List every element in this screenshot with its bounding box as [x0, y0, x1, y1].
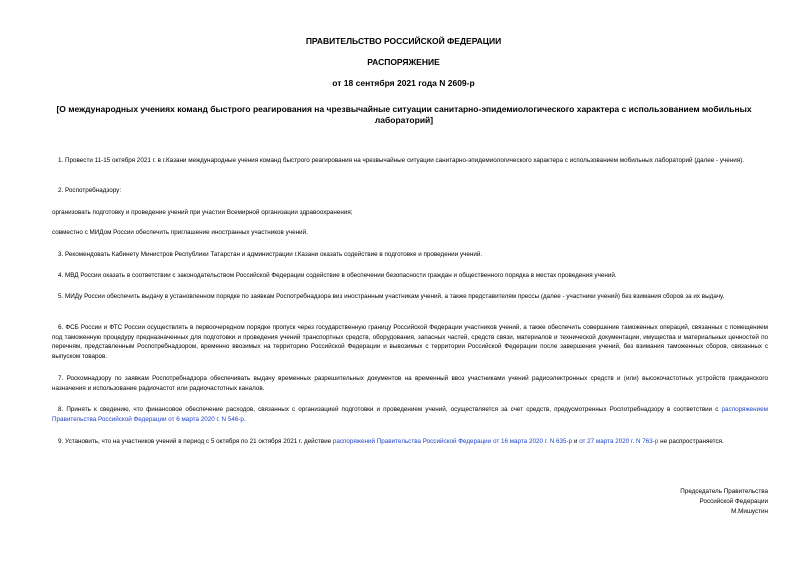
paragraph-9: [52, 437, 768, 447]
government-title: ПРАВИТЕЛЬСТВО РОССИЙСКОЙ ФЕДЕРАЦИИ: [305, 36, 502, 46]
paragraph-8-end: .: [243, 415, 246, 423]
paragraph-6: 6. ФСБ России и ФТС России осуществлять в первоочередном порядке пропуск через государственную границу Российской Федерации участников учений, а также обеспечить совершение таможенных операций, связанных с помещением под таможенную процедуру предназначенных для подготовки и проведения учений транспортных средств, оборудования, запасных частей, средств связи, материалов и технической документации, имущества и материальных ценностей по перечням, представленным Роспотребнадзором, временно ввозимых на территорию Российской Федерации и вывозимых с территории Российской Федерации после завершения учений, без взимания таможенных сборов, связанных с выпуском товаров.: [52, 324, 768, 360]
paragraph-8-text: 8. Принять к сведению, что финансовое обеспечение расходов, связанных с организацией подготовки и проведением учений, осуществляется за счет средств, предусмотренных Роспотребнадзору в соответствии с: [58, 406, 722, 413]
paragraph-3: 3. Рекомендовать Кабинету Министров Республики Татарстан и администрации г.Казани оказать содействие в подготовке и проведении учений.: [58, 251, 483, 258]
document-subject: [О международных учениях команд быстрого реагирования на чрезвычайные ситуации санитарно-эпидемиологического характера с использованием мобильных лабораторий]: [56, 104, 752, 125]
signature-organization: Российской Федерации: [699, 498, 768, 505]
paragraph-5: 5. МИДу России обеспечить выдачу в установленном порядке по заявкам Роспотребнадзора виз иностранным участникам учений, а также представителям прессы (далее - участники учений) без взимания сборов за их выдачу.: [58, 293, 725, 300]
paragraph-8: [52, 405, 768, 424]
document-type: РАСПОРЯЖЕНИЕ: [367, 57, 440, 67]
paragraph-9-mid: и: [572, 438, 580, 445]
signature-position: Председатель Правительства: [680, 488, 768, 495]
link-decree-763[interactable]: от 27 марта 2020 г. N 763-р: [579, 438, 659, 445]
document-date-number: от 18 сентября 2021 года N 2609-р: [332, 78, 475, 88]
paragraph-7: 7. Роскомнадзору по заявкам Роспотребнадзора обеспечивать выдачу временных разрешительных документов на временный ввоз участниками учений радиоэлектронных средств и (или) высокочастотных устройств гражданского назначения и использование радиочастот или радиочастотных каналов.: [52, 375, 768, 392]
paragraph-4: 4. МВД России оказать в соответствии с законодательством Российской Федерации содействие в обеспечении безопасности граждан и общественного порядка в местах проведения учений.: [58, 272, 617, 279]
paragraph-9-text: 9. Установить, что на участников учений в период с 5 октября по 21 октября 2021 г. действие: [58, 438, 333, 445]
link-decree-546[interactable]: распоряжением Правительства Российской Федерации от 6 марта 2020 г. N 546-р: [52, 406, 768, 423]
link-decree-635[interactable]: распоряжений Правительства Российской Федерации от 16 марта 2020 г. N 635-р: [332, 438, 573, 445]
paragraph-2-item-b: совместно с МИДом России обеспечить приглашение иностранных участников учений.: [52, 229, 308, 236]
signature-name: М.Мишустин: [731, 508, 768, 515]
paragraph-2-item-a: организовать подготовку и проведение учений при участии Всемирной организации здравоохранения;: [52, 209, 353, 216]
signature-block: [568, 487, 768, 517]
paragraph-9-end: не распространяется.: [658, 438, 724, 445]
paragraph-2: 2. Роспотребнадзору:: [58, 187, 122, 194]
paragraph-1: 1. Провести 11-15 октября 2021 г. в г.Казани международные учения команд быстрого реагирования на чрезвычайные ситуации санитарно-эпидемиологического характера с использованием мобильных лабораторий (далее - учения).: [58, 157, 745, 164]
